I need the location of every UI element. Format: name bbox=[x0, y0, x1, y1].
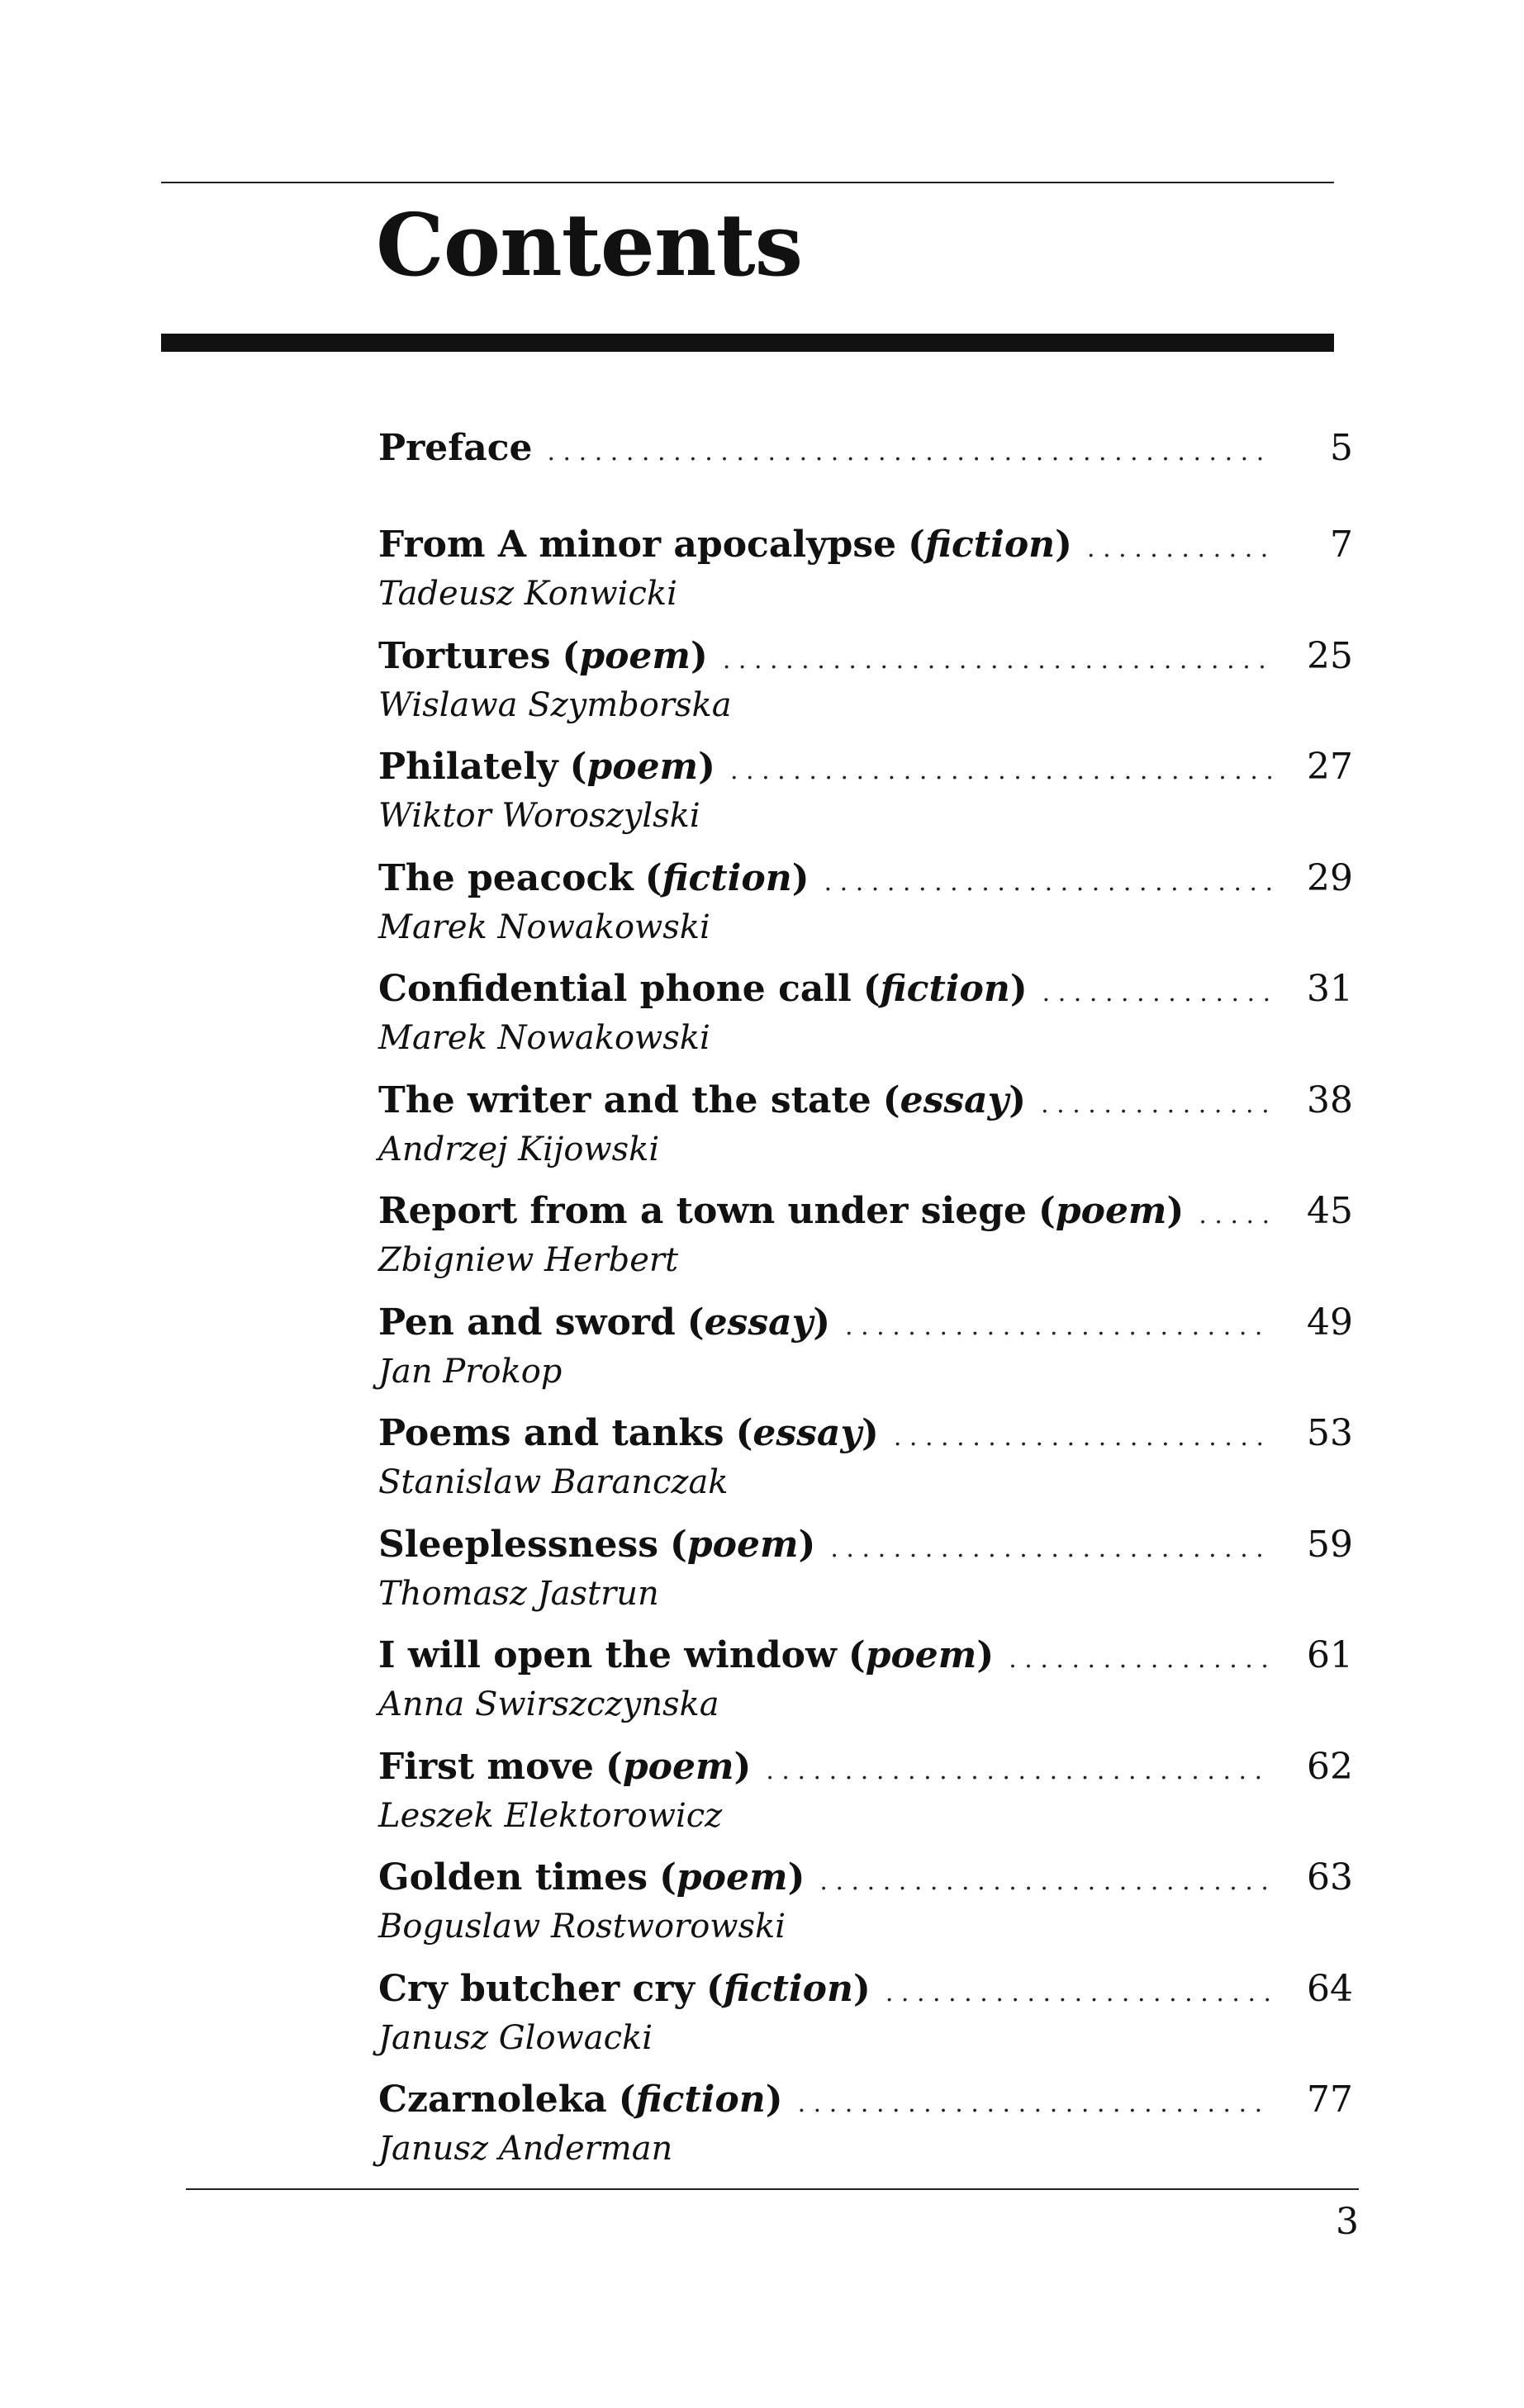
toc-entry-page: 49 bbox=[1307, 1301, 1353, 1344]
toc-entry-author: Leszek Elektorowicz bbox=[378, 1796, 723, 1835]
dot-leader bbox=[766, 1748, 1272, 1794]
toc-entry-title: The peacock bbox=[378, 856, 634, 899]
toc-entry-genre: ( fiction ) bbox=[863, 966, 1028, 1012]
toc-entry bbox=[378, 425, 1353, 522]
toc-entry bbox=[378, 1410, 1353, 1522]
toc-entry-author: Wislawa Szymborska bbox=[378, 685, 732, 724]
dot-leader bbox=[1009, 1637, 1272, 1683]
toc-entry bbox=[378, 856, 1353, 967]
toc-entry-title: From A minor apocalypse bbox=[378, 524, 897, 566]
toc-entry-page: 31 bbox=[1307, 968, 1353, 1010]
toc-entry-page: 7 bbox=[1330, 524, 1353, 566]
toc-entry bbox=[378, 522, 1353, 633]
page-title: Contents bbox=[376, 194, 803, 296]
toc-entry-title: The writer and the state bbox=[378, 1078, 871, 1121]
heading-bar bbox=[161, 334, 1334, 352]
toc-entry-page: 45 bbox=[1307, 1190, 1353, 1232]
toc-entry-page: 64 bbox=[1307, 1967, 1353, 2010]
dot-leader bbox=[885, 1970, 1272, 2017]
toc-entry-title: Tortures bbox=[378, 634, 551, 677]
toc-entry-line bbox=[378, 966, 1353, 1017]
toc-entry-line bbox=[378, 2077, 1353, 2127]
toc-entry bbox=[378, 1300, 1353, 1411]
toc-entry-line bbox=[378, 1855, 1353, 1905]
dot-leader bbox=[1087, 526, 1272, 572]
toc-entry-author: Marek Nowakowski bbox=[378, 908, 710, 946]
toc-entry-title: Report from a town under siege bbox=[378, 1190, 1027, 1232]
toc-entry-genre: ( fiction ) bbox=[908, 522, 1072, 568]
toc-entry-author: Jan Prokop bbox=[378, 1352, 563, 1391]
toc-entry-genre: ( fiction ) bbox=[645, 856, 809, 902]
toc-entry-author: Zbigniew Herbert bbox=[378, 1241, 679, 1279]
toc-entry-page: 29 bbox=[1307, 856, 1353, 899]
toc-entry-author: Wiktor Woroszylski bbox=[378, 797, 700, 835]
toc-entry bbox=[378, 1744, 1353, 1856]
toc-entry-title: I will open the window bbox=[378, 1634, 837, 1676]
toc-entry-genre: ( poem ) bbox=[605, 1744, 751, 1790]
folio-page-number: 3 bbox=[1336, 2201, 1359, 2243]
dot-leader bbox=[894, 1415, 1272, 1461]
top-rule bbox=[161, 182, 1334, 183]
toc-entry bbox=[378, 1855, 1353, 1966]
toc-entry-line bbox=[378, 1410, 1353, 1461]
toc-entry-genre: ( essay ) bbox=[736, 1410, 879, 1457]
toc-entry-genre: ( poem ) bbox=[562, 633, 707, 680]
toc-entry-line bbox=[378, 1188, 1353, 1239]
toc-entry-page: 53 bbox=[1307, 1412, 1353, 1454]
toc-entry-title: Cry butcher cry bbox=[378, 1967, 695, 2010]
toc-entry-genre: ( fiction ) bbox=[706, 1966, 871, 2012]
toc-entry-line bbox=[378, 633, 1353, 684]
toc-entry-title: Confidential phone call bbox=[378, 968, 852, 1010]
toc-entry-page: 63 bbox=[1307, 1856, 1353, 1898]
toc-entry-author: Boguslaw Rostworowski bbox=[378, 1908, 786, 1946]
dot-leader bbox=[730, 748, 1272, 794]
toc-entry-genre: ( poem ) bbox=[1038, 1188, 1184, 1235]
toc-entry bbox=[378, 1966, 1353, 2078]
toc-entry bbox=[378, 1522, 1353, 1633]
toc-entry-author: Anna Swirszczynska bbox=[378, 1685, 719, 1723]
toc-list bbox=[378, 425, 1353, 2188]
dot-leader bbox=[845, 1304, 1272, 1350]
toc-entry-line bbox=[378, 522, 1353, 572]
dot-leader bbox=[819, 1859, 1272, 1905]
toc-entry-author: Janusz Anderman bbox=[378, 2130, 673, 2168]
toc-entry-page: 27 bbox=[1307, 746, 1353, 788]
toc-entry bbox=[378, 966, 1353, 1078]
dot-leader bbox=[798, 2081, 1272, 2127]
bottom-rule bbox=[186, 2188, 1359, 2190]
toc-entry-line bbox=[378, 1744, 1353, 1794]
toc-entry bbox=[378, 1188, 1353, 1300]
toc-entry-genre: ( essay ) bbox=[883, 1078, 1026, 1124]
toc-entry-line bbox=[378, 856, 1353, 906]
toc-entry bbox=[378, 744, 1353, 856]
toc-entry-line bbox=[378, 1522, 1353, 1572]
toc-entry-author: Andrzej Kijowski bbox=[378, 1130, 660, 1168]
toc-entry bbox=[378, 1078, 1353, 1189]
toc-entry bbox=[378, 2077, 1353, 2188]
toc-entry-line bbox=[378, 425, 1353, 476]
toc-entry-title: Sleeplessness bbox=[378, 1523, 659, 1566]
toc-entry-page: 25 bbox=[1307, 634, 1353, 677]
toc-entry-page: 77 bbox=[1307, 2079, 1353, 2121]
toc-entry-title: Poems and tanks bbox=[378, 1412, 724, 1454]
toc-entry-genre: ( fiction ) bbox=[619, 2077, 783, 2123]
toc-entry-author: Tadeusz Konwicki bbox=[378, 575, 677, 613]
toc-entry-title: First move bbox=[378, 1745, 595, 1788]
toc-entry-genre: ( poem ) bbox=[570, 744, 715, 790]
toc-entry-title: Pen and sword bbox=[378, 1301, 676, 1344]
toc-entry bbox=[378, 1633, 1353, 1744]
toc-entry-title: Czarnoleka bbox=[378, 2079, 607, 2121]
dot-leader bbox=[830, 1526, 1272, 1572]
toc-entry-page: 59 bbox=[1307, 1523, 1353, 1566]
toc-entry-page: 62 bbox=[1307, 1745, 1353, 1788]
toc-entry-page: 61 bbox=[1307, 1634, 1353, 1676]
toc-entry-author: Stanislaw Baranczak bbox=[378, 1463, 729, 1501]
toc-entry bbox=[378, 633, 1353, 745]
toc-entry-line bbox=[378, 1078, 1353, 1128]
dot-leader bbox=[723, 638, 1272, 684]
toc-entry-genre: ( poem ) bbox=[848, 1633, 994, 1679]
toc-entry-author: Thomasz Jastrun bbox=[378, 1574, 659, 1613]
toc-entry-author: Janusz Glowacki bbox=[378, 2018, 653, 2057]
dot-leader bbox=[1042, 970, 1272, 1017]
toc-entry-line bbox=[378, 1966, 1353, 2017]
toc-entry-title: Preface bbox=[378, 427, 533, 469]
dot-leader bbox=[1041, 1082, 1272, 1128]
dot-leader bbox=[547, 429, 1272, 476]
dot-leader bbox=[1199, 1192, 1272, 1239]
toc-entry-line bbox=[378, 1300, 1353, 1350]
toc-entry-line bbox=[378, 1633, 1353, 1683]
dot-leader bbox=[824, 860, 1272, 906]
toc-entry-page: 38 bbox=[1307, 1078, 1353, 1121]
toc-entry-genre: ( poem ) bbox=[670, 1522, 815, 1568]
toc-entry-line bbox=[378, 744, 1353, 794]
toc-entry-title: Golden times bbox=[378, 1856, 648, 1898]
toc-entry-author: Marek Nowakowski bbox=[378, 1019, 710, 1057]
toc-entry-genre: ( poem ) bbox=[659, 1855, 805, 1901]
toc-entry-page: 5 bbox=[1330, 427, 1353, 469]
toc-entry-title: Philately bbox=[378, 746, 558, 788]
toc-entry-genre: ( essay ) bbox=[687, 1300, 830, 1346]
